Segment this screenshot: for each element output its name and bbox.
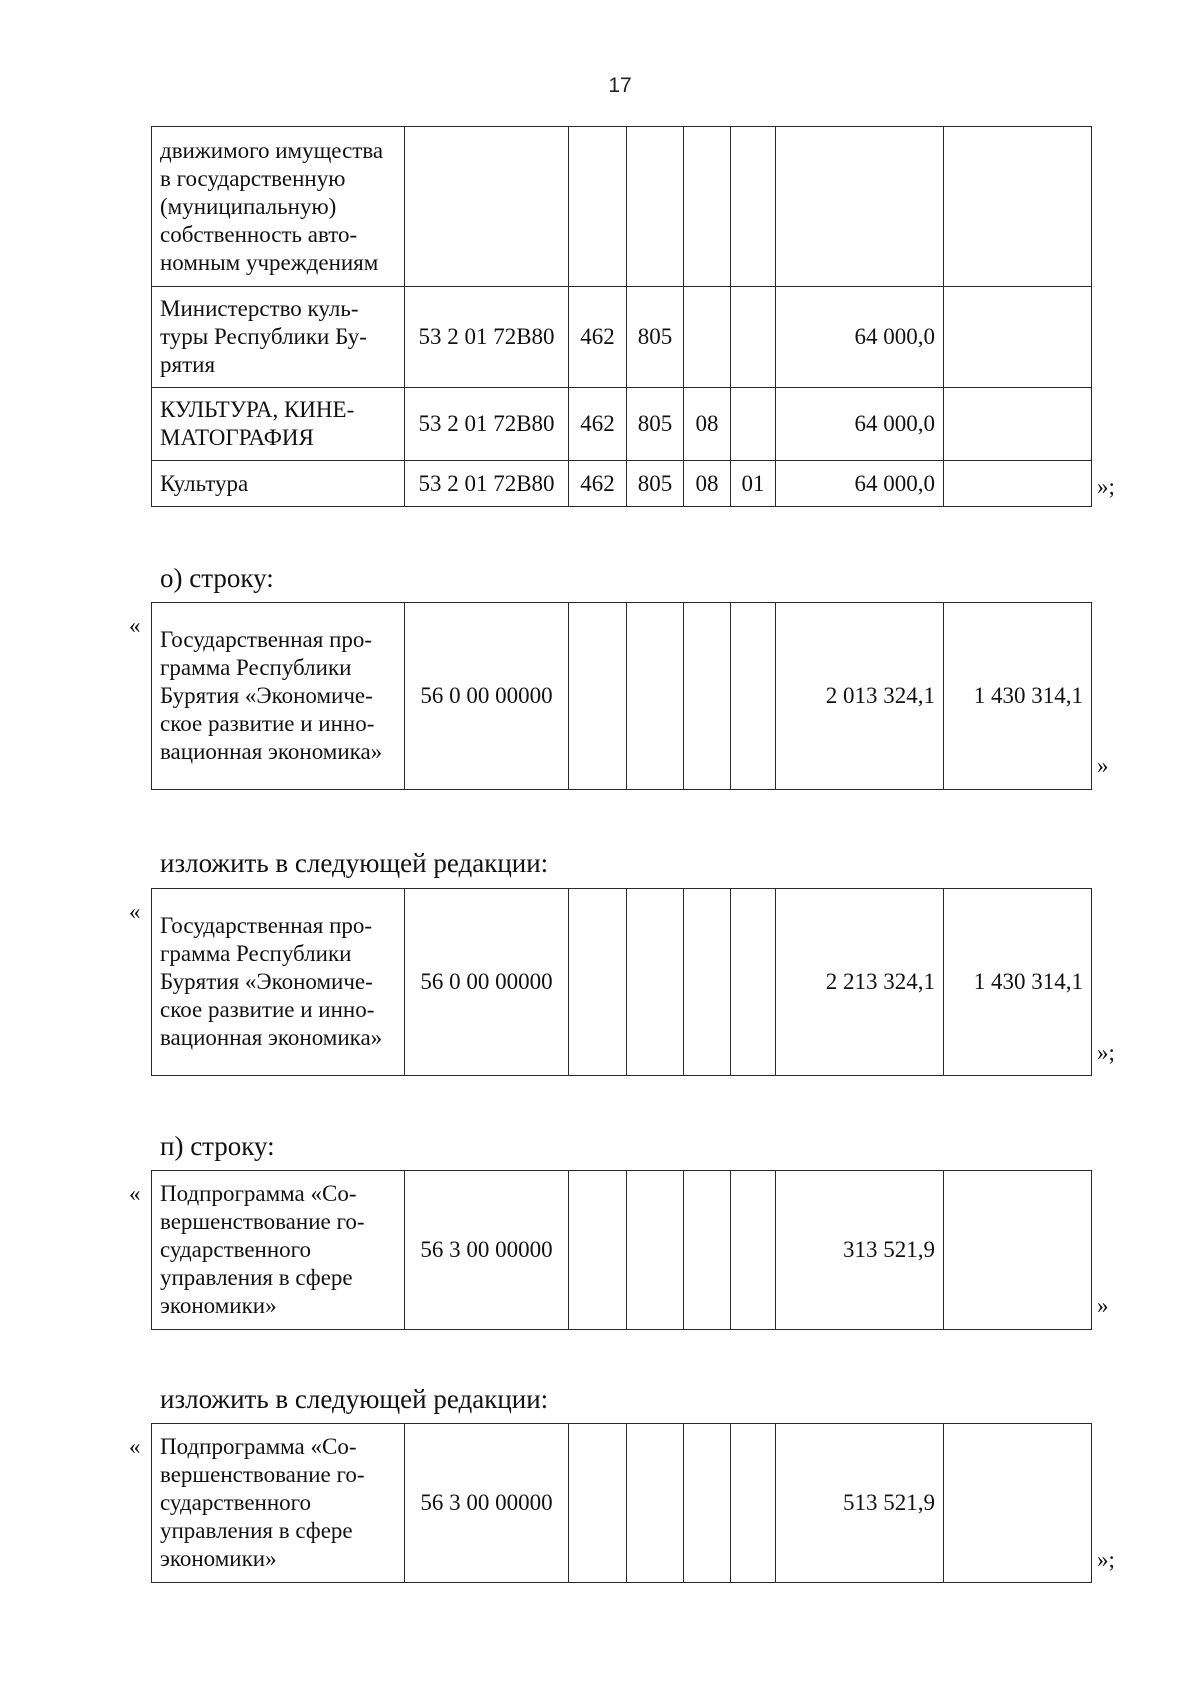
row-c4: [731, 127, 776, 287]
row-sum2: [944, 127, 1092, 287]
row-code: 56 0 00 00000: [405, 889, 569, 1076]
row-sum2: [944, 1171, 1092, 1330]
budget-table-original-program: [151, 602, 1092, 790]
table-row: [152, 388, 1092, 461]
row-c4: [731, 1171, 776, 1330]
section-title: о) строку:: [160, 563, 274, 593]
row-sum2: [944, 1424, 1092, 1583]
table-row: [152, 127, 1092, 287]
row-sum2: [944, 461, 1092, 507]
table-row: [152, 1424, 1092, 1583]
row-code: 56 0 00 00000: [405, 603, 569, 790]
row-sum2: [944, 388, 1092, 461]
row-code: [405, 127, 569, 287]
row-c1: [569, 1424, 627, 1583]
row-sum1: 513 521,9: [776, 1424, 944, 1583]
row-c1: 462: [569, 461, 627, 507]
row-description: Министерство культуры Республики Бурятия: [152, 287, 405, 388]
close-quote: »;: [1097, 1040, 1115, 1065]
row-c3: [684, 889, 731, 1076]
row-code: 53 2 01 72В80: [405, 461, 569, 507]
row-c3: 08: [684, 461, 731, 507]
row-code: 53 2 01 72В80: [405, 388, 569, 461]
row-c1: 462: [569, 287, 627, 388]
row-description: Культура: [152, 461, 405, 507]
row-sum1: 2 213 324,1: [776, 889, 944, 1076]
row-sum2: [944, 287, 1092, 388]
row-c4: [731, 287, 776, 388]
row-c2: [627, 1424, 684, 1583]
row-sum2: 1 430 314,1: [944, 889, 1092, 1076]
row-sum1: 64 000,0: [776, 287, 944, 388]
row-c3: [684, 1171, 731, 1330]
table-row: [152, 889, 1092, 1076]
budget-table-new-subprogram: [151, 1423, 1092, 1583]
row-c2: [627, 1171, 684, 1330]
table-row: [152, 603, 1092, 790]
row-c2: [627, 603, 684, 790]
open-quote: «: [129, 899, 141, 924]
row-sum1: 64 000,0: [776, 388, 944, 461]
budget-table-continuation: [151, 126, 1092, 507]
row-c3: [684, 287, 731, 388]
row-description: Государственная программа Республики Бурятия «Экономическое развитие и инновационная экономика»: [152, 889, 405, 1076]
row-description: Государственная программа Республики Бурятия «Экономическое развитие и инновационная экономика»: [152, 603, 405, 790]
close-quote: »: [1097, 753, 1109, 778]
row-sum1: 64 000,0: [776, 461, 944, 507]
section-title: изложить в следующей редакции:: [160, 848, 549, 878]
section-title: п) строку:: [160, 1131, 275, 1161]
row-c2: [627, 889, 684, 1076]
close-quote: »: [1097, 1293, 1109, 1318]
row-c3: [684, 127, 731, 287]
row-description: Подпрограмма «Совершенствование государственного управления в сфере экономики»: [152, 1171, 405, 1330]
row-c4: [731, 1424, 776, 1583]
row-c4: [731, 889, 776, 1076]
row-sum1: 313 521,9: [776, 1171, 944, 1330]
budget-table-new-program: [151, 888, 1092, 1076]
row-c2: 805: [627, 287, 684, 388]
row-code: 56 3 00 00000: [405, 1171, 569, 1330]
row-code: 56 3 00 00000: [405, 1424, 569, 1583]
open-quote: «: [129, 1434, 141, 1459]
row-sum2: 1 430 314,1: [944, 603, 1092, 790]
row-c4: [731, 388, 776, 461]
row-c3: [684, 1424, 731, 1583]
close-quote: »;: [1097, 474, 1115, 499]
row-c1: 462: [569, 388, 627, 461]
close-quote: »;: [1097, 1547, 1115, 1572]
budget-table-original-subprogram: [151, 1170, 1092, 1330]
row-c3: [684, 603, 731, 790]
section-title: изложить в следующей редакции:: [160, 1384, 549, 1414]
row-c1: [569, 1171, 627, 1330]
row-c1: [569, 889, 627, 1076]
row-sum1: 2 013 324,1: [776, 603, 944, 790]
row-description: движимого имущества в государственную (муниципальную) собственность автономным учреждениям: [152, 127, 405, 287]
row-c2: 805: [627, 388, 684, 461]
row-c4: 01: [731, 461, 776, 507]
row-c1: [569, 603, 627, 790]
row-c2: [627, 127, 684, 287]
row-c1: [569, 127, 627, 287]
open-quote: «: [129, 1181, 141, 1206]
row-c3: 08: [684, 388, 731, 461]
page-number: 17: [608, 74, 632, 97]
row-c2: 805: [627, 461, 684, 507]
row-code: 53 2 01 72В80: [405, 287, 569, 388]
row-sum1: [776, 127, 944, 287]
row-description: Подпрограмма «Совершенствование государственного управления в сфере экономики»: [152, 1424, 405, 1583]
table-row: [152, 287, 1092, 388]
table-row: [152, 1171, 1092, 1330]
row-description: КУЛЬТУРА, КИНЕМАТОГРАФИЯ: [152, 388, 405, 461]
row-c4: [731, 603, 776, 790]
open-quote: «: [129, 613, 141, 638]
table-row: [152, 461, 1092, 507]
